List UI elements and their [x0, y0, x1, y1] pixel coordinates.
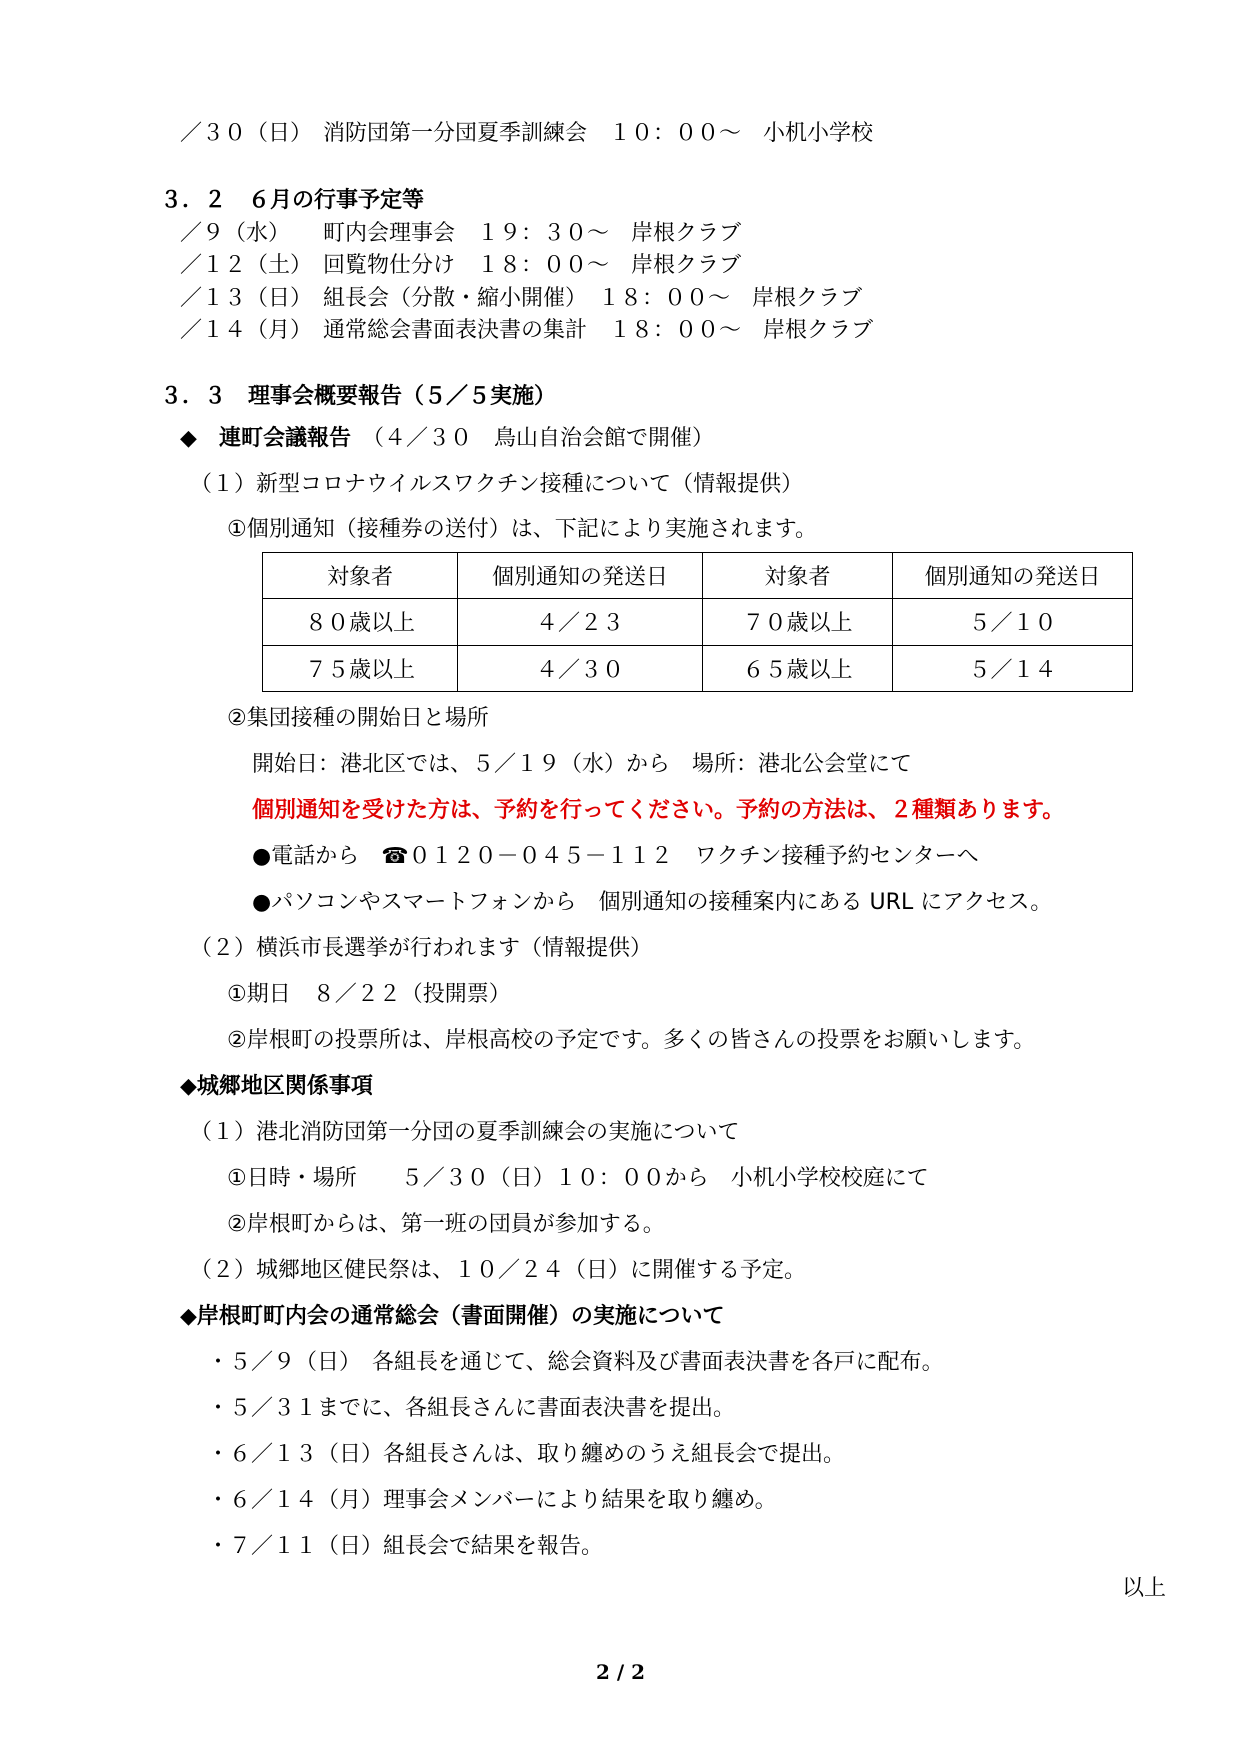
jogo-item-1: （１）港北消防団第一分団の夏季訓練会の実施について: [190, 1120, 740, 1145]
table-row: [263, 599, 1133, 645]
table-header: 対象者: [703, 553, 893, 599]
general-meeting-heading: ◆岸根町町内会の通常総会（書面開催）の実施について: [180, 1304, 725, 1329]
table-header: 個別通知の発送日: [458, 553, 703, 599]
general-meeting-item: ・５／９（日） 各組長を通じて、総会資料及び書面表決書を各戸に配布。: [207, 1350, 944, 1375]
table-cell: ４／２３: [458, 599, 703, 645]
item-1-2: ②集団接種の開始日と場所: [227, 706, 489, 731]
general-meeting-item: ・６／１４（月）理事会メンバーにより結果を取り纏め。: [207, 1488, 777, 1513]
renmachi-heading: [180, 425, 714, 453]
general-meeting-item: ・７／１１（日）組長会で結果を報告。: [207, 1534, 604, 1559]
table-cell: ４／３０: [458, 645, 703, 691]
table-cell: ５／１０: [893, 599, 1133, 645]
start-date-place: 開始日：港北区では、５／１９（水）から 場所：港北公会堂にて: [252, 752, 913, 777]
table-header: 対象者: [263, 553, 458, 599]
phone-reservation: ●電話から ☎０１２０－０４５－１１２ ワクチン接種予約センターへ: [252, 844, 979, 869]
june-event: ／１４（月） 通常総会書面表決書の集計 １８：００～ 岸根クラブ: [180, 318, 874, 343]
renmachi-detail: （４／３０ 鳥山自治会館で開催）: [372, 426, 714, 451]
table-header: 個別通知の発送日: [893, 553, 1133, 599]
general-meeting-item: ・５／３１までに、各組長さんに書面表決書を提出。: [207, 1396, 736, 1421]
closing-remark: 以上: [1122, 1576, 1167, 1601]
table-cell: ６５歳以上: [703, 645, 893, 691]
table-cell: ５／１４: [893, 645, 1133, 691]
vaccine-schedule-table: [262, 552, 1133, 692]
diamond-bullet: ◆: [180, 426, 197, 451]
jogo-item-2: （２）城郷地区健民祭は、１０／２４（日）に開催する予定。: [190, 1258, 807, 1283]
item-2: （２）横浜市長選挙が行われます（情報提供）: [190, 936, 653, 961]
table-header-row: [263, 553, 1133, 599]
june-event: ／１３（日） 組長会（分散・縮小開催） １８：００～ 岸根クラブ: [180, 286, 863, 311]
jogo-item-1-2: ②岸根町からは、第一班の団員が参加する。: [227, 1212, 665, 1237]
renmachi-label: 連町会議報告: [218, 426, 351, 451]
june-event: ／１２（土） 回覧物仕分け １８：００～ 岸根クラブ: [180, 253, 742, 278]
item-2-2: ②岸根町の投票所は、岸根高校の予定です。多くの皆さんの投票をお願いします。: [227, 1028, 1036, 1053]
table-cell: ７０歳以上: [703, 599, 893, 645]
item-2-1: ①期日 ８／２２（投開票）: [227, 982, 511, 1007]
jogo-heading: ◆城郷地区関係事項: [180, 1074, 373, 1099]
reservation-notice: 個別通知を受けた方は、予約を行ってください。予約の方法は、２種類あります。: [252, 798, 1065, 823]
page-number: 2 / 2: [595, 1660, 646, 1684]
item-1: （１）新型コロナウイルスワクチン接種について（情報提供）: [190, 472, 804, 497]
table-cell: ７５歳以上: [263, 645, 458, 691]
item-1-1: ①個別通知（接種券の送付）は、下記により実施されます。: [227, 517, 817, 542]
june-event: ／９（水） 町内会理事会 １９：３０～ 岸根クラブ: [180, 221, 742, 246]
event-line-may30: ／３０（日） 消防団第一分団夏季訓練会 １０：００～ 小机小学校: [180, 121, 874, 146]
table-cell: ８０歳以上: [263, 599, 458, 645]
web-reservation: ●パソコンやスマートフォンから 個別通知の接種案内にある URL にアクセス。: [252, 890, 1053, 915]
table-row: [263, 645, 1133, 691]
general-meeting-item: ・６／１３（日）各組長さんは、取り纏めのうえ組長会で提出。: [207, 1442, 846, 1467]
jogo-item-1-1: ①日時・場所 ５／３０（日）１０：００から 小机小学校校庭にて: [227, 1166, 929, 1191]
section-3-3-title: ３．３ 理事会概要報告（５／５実施）: [160, 384, 557, 409]
section-3-2-title: ３．２ ６月の行事予定等: [160, 188, 425, 213]
